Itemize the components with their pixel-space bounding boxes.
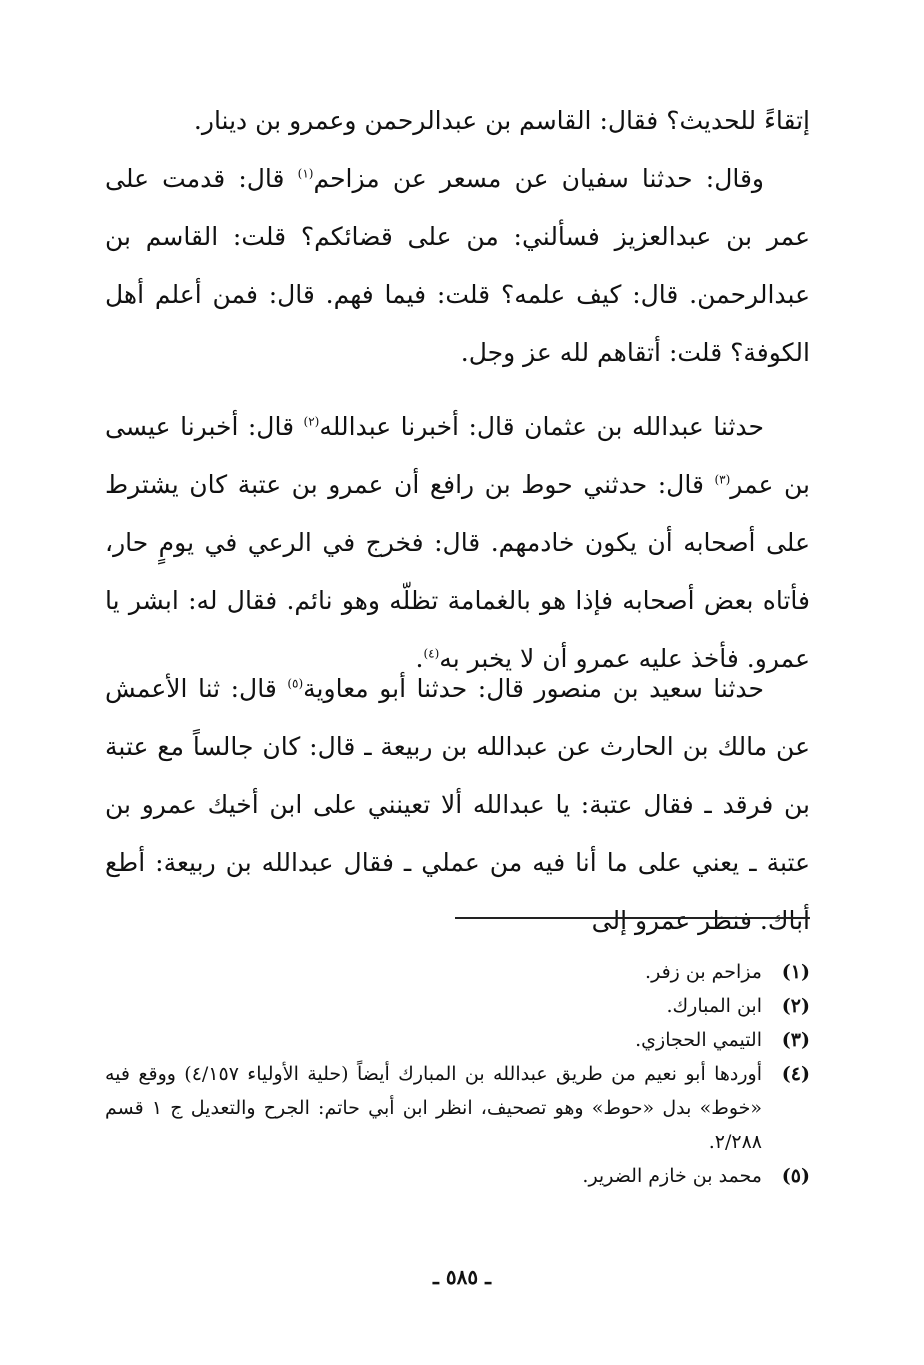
page-number: ـ ٥٨٥ ـ xyxy=(433,1265,491,1289)
paragraph-said-narration xyxy=(105,660,810,950)
footnote-divider xyxy=(455,917,810,919)
footnote-marker-2: (٢) xyxy=(303,414,320,429)
paragraph-text: قال: أخبرنا عيسى بن عمر xyxy=(105,412,810,499)
footnote-text: أوردها أبو نعيم من طريق عبدالله بن المبارك أيضاً (حلية الأولياء ٤/١٥٧) ووقع فيه «خوط» بدل «حوط» وهو تصحيف، انظر ابن أبي حاتم: الجرح والتعديل ج ١ قسم ٢/٢٨٨. xyxy=(105,1063,763,1153)
paragraph-text: . xyxy=(415,644,424,673)
paragraph-text: إتقاءً للحديث؟ فقال: القاسم بن عبدالرحمن وعمرو بن دينار. xyxy=(193,106,810,135)
footnote-item xyxy=(105,1057,810,1159)
footnote-marker-1: (١) xyxy=(297,166,314,181)
footnote-text: التيمي الحجازي. xyxy=(635,1029,762,1051)
paragraph-continuation xyxy=(105,92,810,150)
paragraph-sufyan-narration xyxy=(105,150,810,382)
footnote-marker-3: (٣) xyxy=(714,472,731,487)
paragraph-text: قال: حدثني حوط بن رافع أن عمرو بن عتبة كان يشترط على أصحابه أن يكون خادمهم. قال: فخرج في الرعي في يومٍ حار، فأتاه بعض أصحابه فإذا هو بالغمامة تظلّه وهو نائم. فقال له: ابشر يا عمرو. فأخذ عليه عمرو أن لا يخبر به xyxy=(105,470,810,673)
footnote-item xyxy=(105,1023,810,1057)
paragraph-abdullah-narration xyxy=(105,398,810,688)
footnote-number: (٣) xyxy=(781,1029,810,1051)
footnote-item xyxy=(105,1159,810,1193)
footnote-item xyxy=(105,989,810,1023)
footnote-number: (١) xyxy=(781,961,810,983)
footnote-text: مزاحم بن زفر. xyxy=(645,961,762,983)
footnote-item xyxy=(105,955,810,989)
footnote-number: (٤) xyxy=(781,1063,810,1085)
footnote-marker-4: (٤) xyxy=(423,646,440,661)
footnote-text: ابن المبارك. xyxy=(666,995,762,1017)
paragraph-text: قال: ثنا الأعمش عن مالك بن الحارث عن عبدالله بن ربيعة ـ قال: كان جالساً مع عتبة بن فرقد ـ فقال عتبة: يا عبدالله ألا تعينني على ابن أخيك عمرو بن عتبة ـ يعني على ما أنا فيه من عملي ـ فقال عبدالله بن ربيعة: أطع أباك. فنظر عمرو إلى xyxy=(105,674,810,935)
footnote-number: (٢) xyxy=(781,995,810,1017)
footnote-marker-5: (٥) xyxy=(287,676,304,691)
paragraph-text: حدثنا سعيد بن منصور قال: حدثنا أبو معاوية xyxy=(303,674,765,703)
footnotes-list xyxy=(105,955,810,1193)
footnote-text: محمد بن خازم الضرير. xyxy=(582,1165,762,1187)
paragraph-text: قال: قدمت على عمر بن عبدالعزيز فسألني: من على قضائكم؟ قلت: القاسم بن عبدالرحمن. قال: كيف علمه؟ قلت: فيما فهم. قال: فمن أعلم أهل الكوفة؟ قلت: أتقاهم لله عز وجل. xyxy=(105,164,810,367)
paragraph-text: حدثنا عبدالله بن عثمان قال: أخبرنا عبدالله xyxy=(319,412,764,441)
footnote-number: (٥) xyxy=(781,1165,810,1187)
paragraph-text: وقال: حدثنا سفيان عن مسعر عن مزاحم xyxy=(313,164,764,193)
